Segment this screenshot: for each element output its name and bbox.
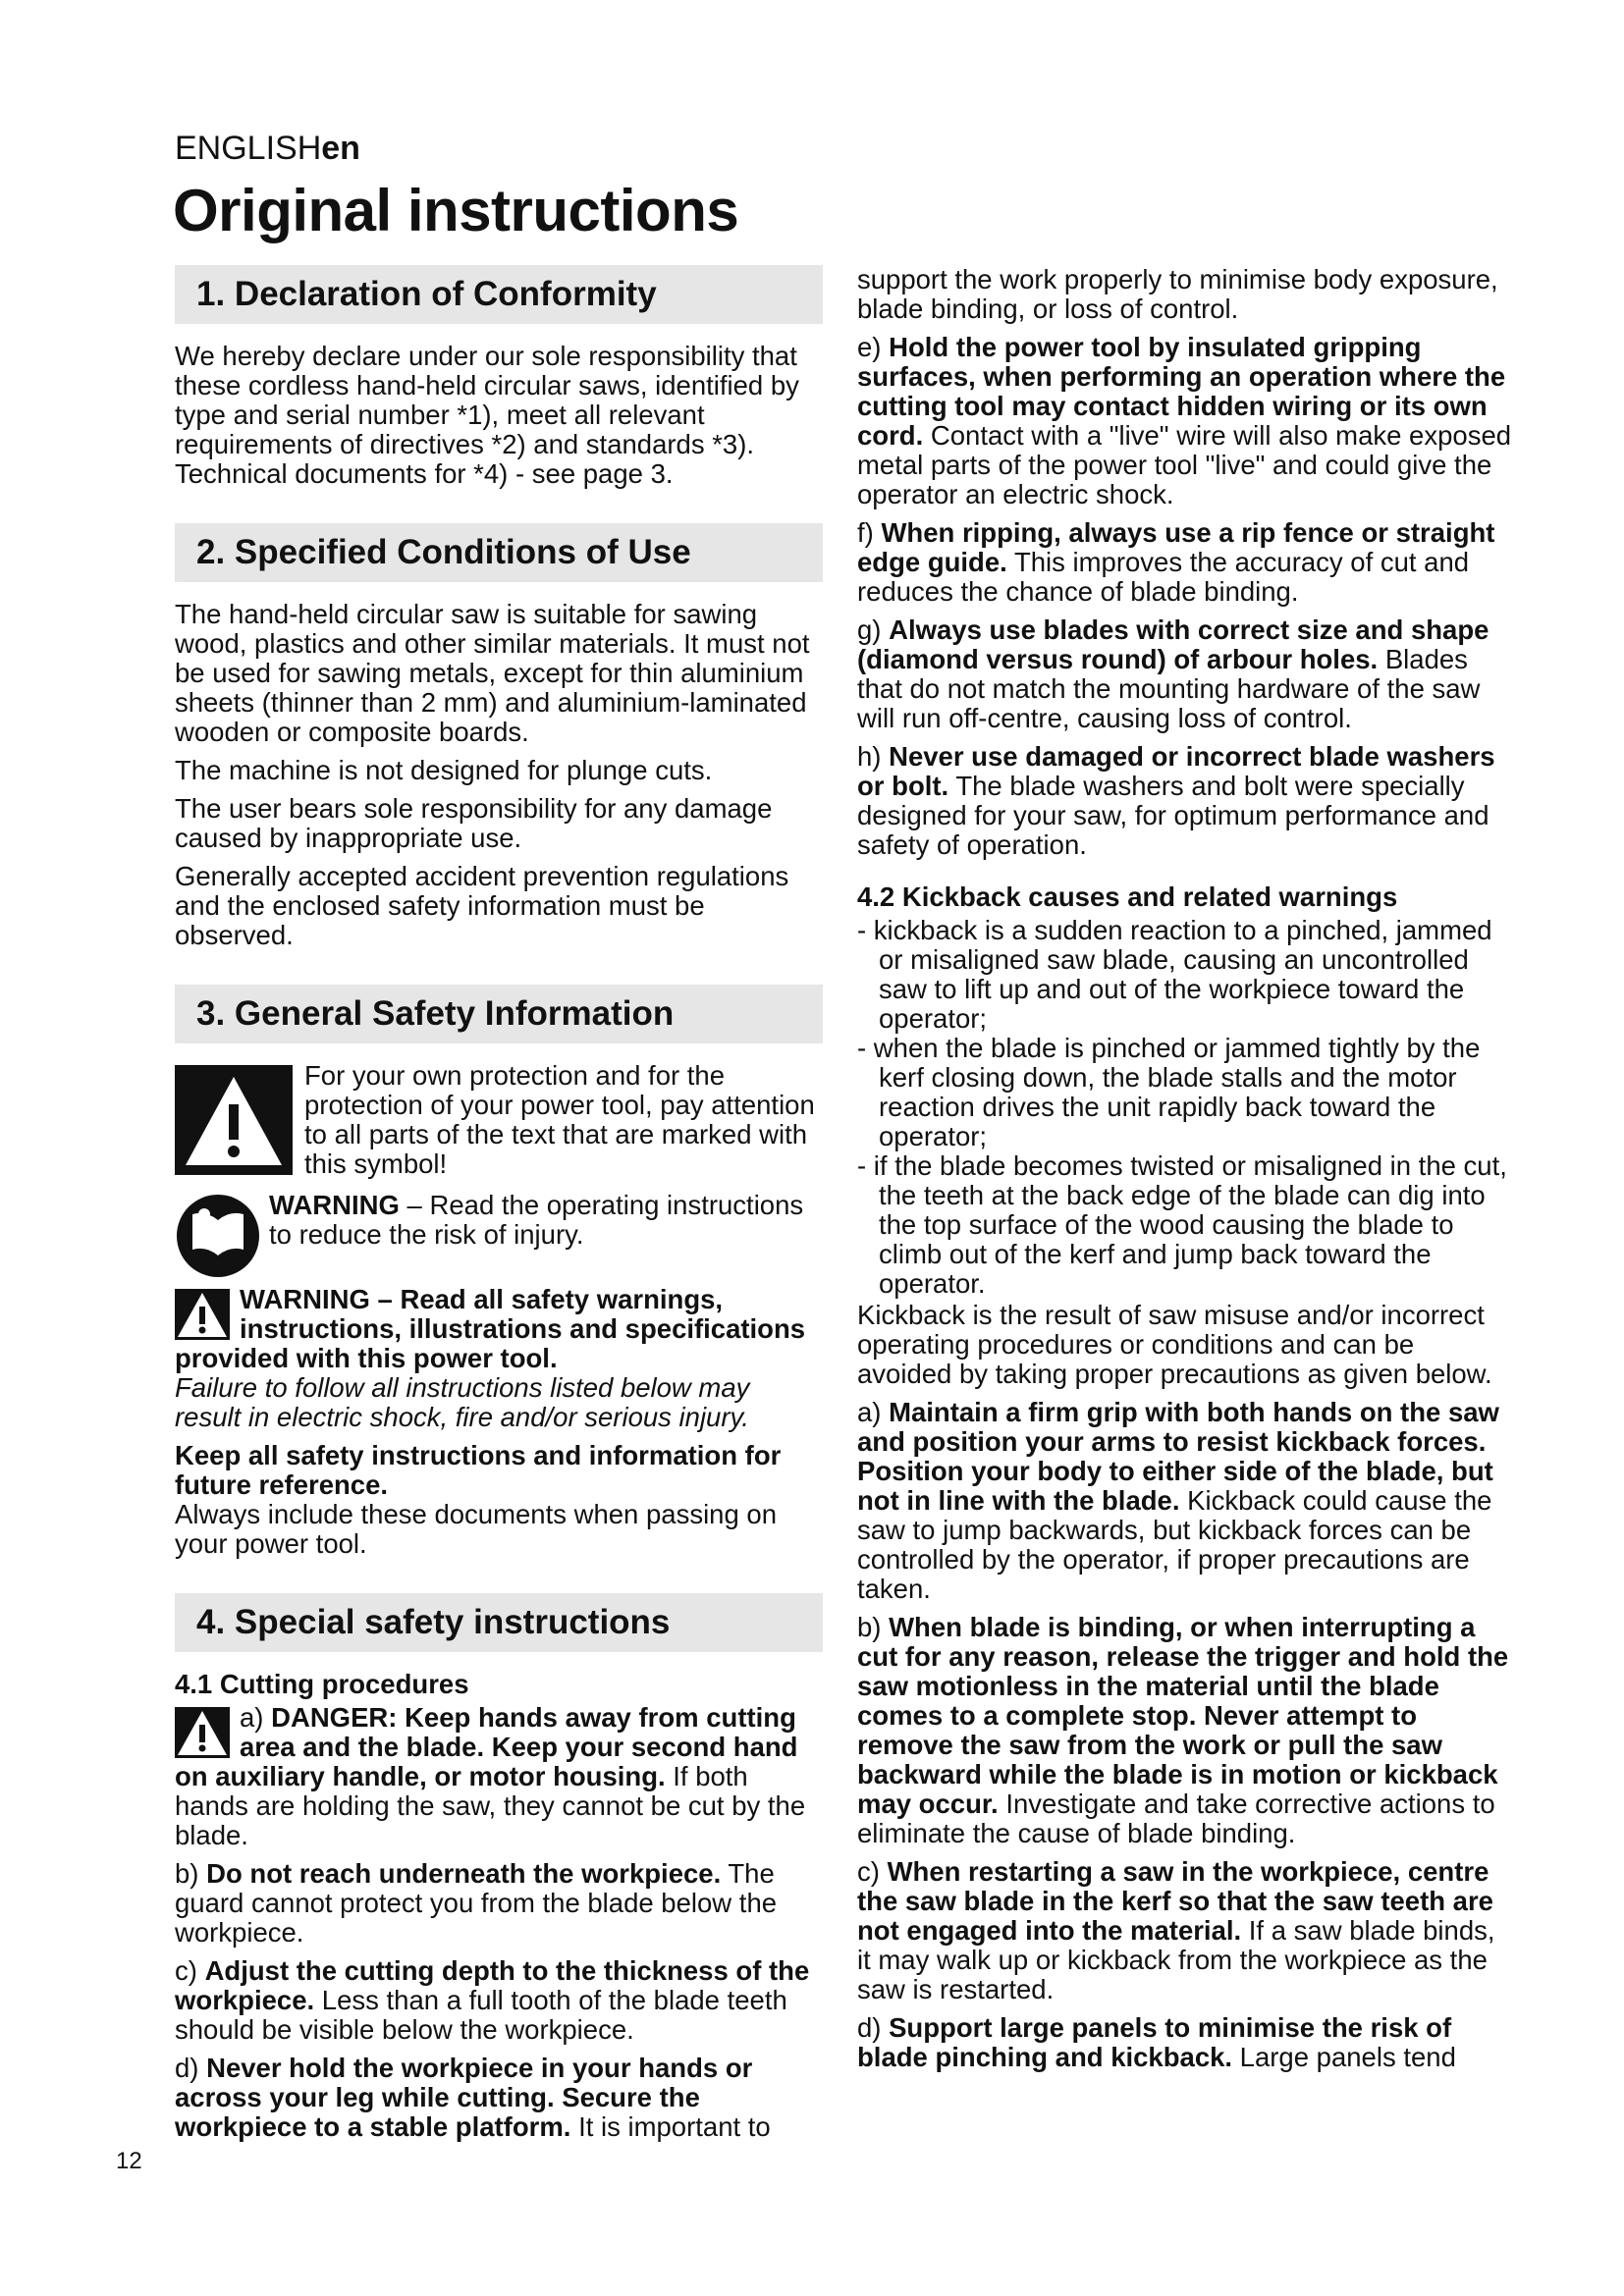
conditions-p2: The machine is not designed for plunge cuts. — [175, 755, 713, 785]
warning-triangle-small-icon — [175, 1707, 230, 1758]
safety-warning: WARNING – Read all safety warnings, instructions, illustrations and specifications provided with this power tool. Failure to follow all instructions listed below may result in electric shock, fire and/or serious injury. — [175, 1284, 806, 1432]
kick-item-c: c) When restarting a saw in the workpiece, centre the saw blade in the kerf so that the saw teeth are not engaged into the material. If a saw blade binds, it may walk up or kickback from the workpiece as the saw is restarted. — [857, 1856, 1495, 2004]
page-number: 12 — [116, 2148, 142, 2174]
left-column — [175, 265, 823, 2151]
bullet-item: - kickback is a sudden reaction to a pinched, jammed or misaligned saw blade, causing an uncontrolled saw to lift up and out of the workpiece toward the operator; — [857, 915, 1492, 1034]
manual-warning-text: WARNING – Read the operating instructions to reduce the risk of injury. — [269, 1190, 804, 1250]
kick-item-b: b) When blade is binding, or when interrupting a cut for any reason, release the trigger and hold the saw motionless in the material until the blade comes to a complete stop. Never attempt to remove the saw from the work or pull the saw backward while the blade is in motion or kickback may occur. Investigate and take corrective actions to eliminate the cause of blade binding. — [857, 1612, 1509, 1848]
kick-item-d: d) Support large panels to minimise the risk of blade pinching and kickback. Large panels tend — [857, 2012, 1456, 2072]
item-a: a) DANGER: Keep hands away from cutting area and the blade. Keep your second hand on auxiliary handle, or motor housing. If both hands are holding the saw, they cannot be cut by the blade. — [175, 1702, 806, 1850]
bullet-item: - if the blade becomes twisted or misaligned in the cut, the teeth at the back edge of the blade can dig into the top surface of the wood causing the blade to climb out of the kerf and jump back toward the operator. — [857, 1150, 1507, 1299]
keep-instructions: Keep all safety instructions and information for future reference. Always include these documents when passing on your power tool. — [175, 1440, 782, 1559]
bullet-item: - when the blade is pinched or jammed tightly by the kerf closing down, the blade stalls and the motor reaction drives the unit rapidly back toward the operator; — [857, 1033, 1481, 1151]
section-heading-1: 1. Declaration of Conformity — [175, 265, 823, 324]
conditions-p1: The hand-held circular saw is suitable for sawing wood, plastics and other similar materials. It must not be used for sawing metals, except for thin aluminium sheets (thinner than 2 mm) and aluminium-laminated wooden or composite boards. — [175, 599, 810, 747]
item-e: e) Hold the power tool by insulated gripping surfaces, when performing an operation where the cutting tool may contact hidden wiring or its own cord. Contact with a "live" wire will also make exposed metal parts of the power tool "live" and could give the operator an electric shock. — [857, 332, 1512, 509]
item-f: f) When ripping, always use a rip fence or straight edge guide. This improves the accuracy of cut and reduces the chance of blade binding. — [857, 517, 1495, 607]
item-d: d) Never hold the workpiece in your hands or across your leg while cutting. Secure the workpiece to a stable platform. It is important to — [175, 2053, 771, 2142]
continued-text: support the work properly to minimise body exposure, blade binding, or loss of control. — [857, 264, 1498, 324]
section-heading-2: 2. Specified Conditions of Use — [175, 523, 823, 582]
warning-triangle-icon — [175, 1065, 293, 1175]
symbol-note-text: For your own protection and for the protection of your power tool, pay attention to all parts of the text that are marked with this symbol! — [304, 1060, 815, 1179]
right-column — [857, 265, 1515, 2081]
item-g: g) Always use blades with correct size and shape (diamond versus round) of arbour holes. Blades that do not match the mounting hardware of the saw will run off-centre, causing loss of control. — [857, 614, 1489, 733]
manual-warning — [175, 1185, 823, 1279]
section-heading-4: 4. Special safety instructions — [175, 1593, 823, 1652]
read-manual-icon — [175, 1193, 261, 1279]
declaration-text: We hereby declare under our sole responsibility that these cordless hand-held circular saws, identified by type and serial number *1), meet all relevant requirements of directives *2) and standards *3). Technical documents for *4) - see page 3. — [175, 341, 799, 489]
item-h: h) Never use damaged or incorrect blade washers or bolt. The blade washers and bolt were specially designed for your saw, for optimum performance and safety of operation. — [857, 741, 1495, 860]
kick-item-a: a) Maintain a firm grip with both hands on the saw and position your arms to resist kickback forces. Position your body to either side of the blade, but not in line with the blade. Kickback could cause the saw to jump backwards, but kickback forces can be controlled by the operator, if proper precautions are taken. — [857, 1397, 1499, 1604]
subheading-kickback: 4.2 Kickback causes and related warnings — [857, 881, 1398, 912]
item-b: b) Do not reach underneath the workpiece. The guard cannot protect you from the blade below the workpiece. — [175, 1858, 778, 1948]
item-c: c) Adjust the cutting depth to the thickness of the workpiece. Less than a full tooth of the blade teeth should be visible below the workpiece. — [175, 1955, 810, 2045]
subheading-cutting: 4.1 Cutting procedures — [175, 1669, 469, 1699]
section-heading-3: 3. General Safety Information — [175, 985, 823, 1043]
conditions-p3: The user bears sole responsibility for any damage caused by inappropriate use. — [175, 793, 773, 853]
conditions-p4: Generally accepted accident prevention regulations and the enclosed safety information must be observed. — [175, 861, 789, 950]
page-title: Original instructions — [173, 178, 739, 243]
language-label: ENGLISHen — [175, 130, 360, 167]
symbol-note — [175, 1061, 823, 1179]
warning-triangle-small-icon — [175, 1289, 230, 1340]
kickback-text: Kickback is the result of saw misuse and/or incorrect operating procedures or conditions and can be avoided by taking proper precautions as given below. — [857, 1300, 1492, 1389]
